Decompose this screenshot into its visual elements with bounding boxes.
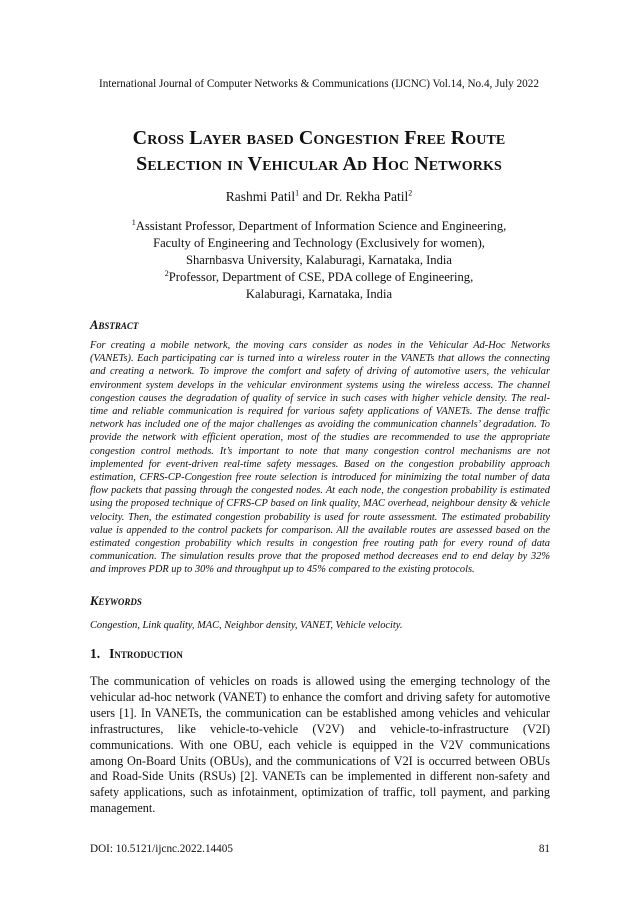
- title-line-1: Cross Layer based Congestion Free Route: [132, 127, 506, 149]
- affiliation-line: Sharnbasva University, Kalaburagi, Karnataka, India: [185, 253, 452, 267]
- affiliations: [60, 218, 578, 303]
- paper-title: [60, 125, 578, 177]
- author-2-name: and Dr. Rekha Patil: [299, 189, 409, 204]
- affiliation-line: $^2$Professor, Department of CSE, PDA college of Engineering,: [164, 268, 474, 284]
- abstract-text: For creating a mobile network, the moving cars consider as nodes in the Vehicular Ad-Hoc Networks (VANETs). Each participating car is turned into a wireless router in the VANETs that allows the connecting and creating a network. To improve the comfort and safety of driving of automotive users, the vehicular environment system develops in the vehicular environment systems using the wireless access. The channel congestion causes the degradation of quality of service in such cases with higher vehicle density. The real-time and reliable communication is required for various safety applications of VANETs. The dense traffic network has included one of the major challenges as avoiding the communication channels’ degradation. To provide the network with efficient operation, most of the studies are recommended to use the appropriate congestion control methods. It’s important to note that many congestion control mechanisms are not implemented for event-driven real-time safety messages. Based on the congestion probability approach estimation, CFRS-CP-Congestion free route selection is introduced for minimizing the total number of data flow packets that passing through the congested nodes. At each node, the congestion probability is estimated using the proposed technique of CFRS-CP based on link quality, MAC overhead, neighbour density & vehicle velocity. Then, the estimated congestion probability is used for route assessment. The estimated probability value is appended to the control packets for comparison. All the available routes are assessed based on the estimated congestion probability which results in congestion free routing path for every round of data communication. The simulation results prove that the proposed method decreases end to end delay by 32% and improves PDR up to 30% and throughput up to 45% compared to the existing protocols.: [90, 340, 550, 576]
- abstract-heading: Abstract: [90, 318, 139, 332]
- introduction-heading: [90, 646, 192, 662]
- affiliation-line: Kalaburagi, Karnataka, India: [245, 287, 393, 301]
- author-list: [0, 189, 638, 205]
- title-line-2: Selection in Vehicular Ad Hoc Networks: [136, 153, 502, 175]
- doi-link[interactable]: DOI: 10.5121/ijcnc.2022.14405: [90, 843, 233, 855]
- keywords-heading: Keywords: [90, 594, 142, 608]
- running-header: International Journal of Computer Networks & Communications (IJCNC) Vol.14, No.4, July 2022: [99, 78, 539, 90]
- author-2-affiliation-mark: 2: [408, 188, 413, 198]
- section-number: 1.: [90, 646, 101, 661]
- author-1-affiliation-mark: 1: [295, 188, 300, 198]
- page-footer: [90, 843, 550, 855]
- affiliation-mark: 1: [131, 217, 136, 227]
- introduction-text: The communication of vehicles on roads is allowed using the emerging technology of the vehicular ad-hoc network (VANET) to enhance the comfort and driving safety for automotive users [1]. In VANETs, the communication can be established among vehicles and vehicular infrastructures, like vehicle-to-vehicle (V2V) and vehicle-to-infrastructure (V2I) communications. With one OBU, each vehicle is equipped in the V2V communications among On-Board Units (OBUs), and the communications of V2I is occurred between OBUs and Road-Side Units (RSUs) [2]. VANETs can be implemented in different non-safety and safety applications, such as infotainment, optimization of traffic, toll payment, and parking management.: [90, 674, 550, 816]
- section-title: Introduction: [109, 646, 183, 661]
- affiliation-line: $^1$Assistant Professor, Department of Information Science and Engineering,: [131, 217, 507, 233]
- keywords-text: Congestion, Link quality, MAC, Neighbor density, VANET, Vehicle velocity.: [90, 620, 403, 631]
- page-number: 81: [538, 843, 550, 855]
- affiliation-line: Faculty of Engineering and Technology (Exclusively for women),: [153, 236, 485, 250]
- author-1-name: Rashmi Patil: [225, 189, 296, 204]
- affiliation-mark: 2: [164, 268, 169, 278]
